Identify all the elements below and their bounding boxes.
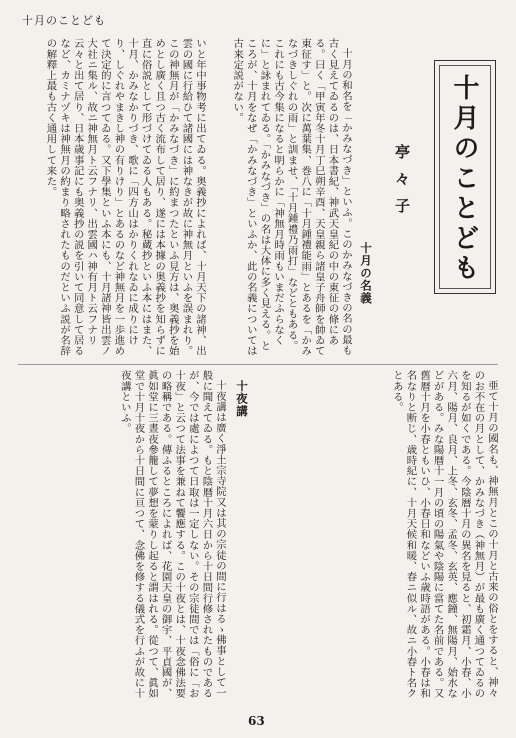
article-author: 亭々子 — [393, 144, 411, 225]
column-divider — [18, 364, 498, 365]
text-column-bottom-right — [260, 370, 498, 702]
text-column-top-right — [210, 38, 352, 360]
text-column-top-left — [18, 38, 206, 360]
section-heading-name: 十月の名義 — [359, 242, 373, 305]
paragraph: 十月の和名を「かみなづき」といふ。このかみなづきの名の最も古く見えてゐるのは、日本書紀、神武天皇紀の中の東征の條にある。曰く「甲寅年冬十月丁巳朔辛酉、天皇親ら諸皇子舟師を帥ゐて東征す」と。次に萬葉集、巻八に「十月鍾禮能雨」とあるを「かみなづきしぐれの雨」と訓ませ、「十月鍾禮乃雨打」などともある。これにも古今集になると明らかに「神無月時雨もいまだふらなくに」と詠まれてゐる。「かみなづき」の名は大体に多く見える。ところが、十月をなぜ「かみなづき」といふか、此の名義については古来定説がない。 — [231, 38, 352, 356]
paragraph: いと年中事物考に出てゐる。奥義抄によれば、十月天下の諸神、出雲の國に行給ひて諸國には神なきが故に神無月といふを誤まれり。この神無月が「かみなづき」に約まつたといふ見方は、奥義抄を始めとし廣く且つ古く流布して居り、遂には本據の奥義抄を知らずに直に俗説として形づけてゐる人もある。秘蔵抄といふ本にはまた、十月、かみなかりづき、歌に「四方山はかりくれなゐに成りにけり、しぐれやまきし神の有りけり」とあるのなど神無月を一歩進めて決定的に言つてゐる。又下學集といふ本にも、十月諸神皆出雲ノ大社ニ集ル、故ニ神無月ト云フナリ、出雲國ハ神有月ト云フナリ云々と出て居り、日本歳事記にも奥義抄の説を引いて同意して居るなど、カミナヅキは神無月の約まり略されたものだといふ説が名辞の解釋上最も古く通用して来た。 — [44, 38, 206, 356]
paragraph: 十夜講は廣く淨土宗寺院又は其の宗徒の間に行はるゝ佛事として一般に聞えてゐる。もと陰暦十月六日から十日間行修されたものであるが、今では處によつて日取は一定しない。その宗徒間では「俗に「お十夜」と云つて法事を兼ねて饗應する。この十夜とは、十夜念佛法要の略稱である。傳ふるところによれば、花園天皇の御宇、平貞國が、眞如堂に三晝夜參籠して夢想を蒙りし起ると謂はれる。從つて、眞如堂で十月十夜から十日間に亘つて、念佛を修する儀式を行ふが故に十夜講といふ。 — [118, 370, 226, 699]
page-number: 63 — [248, 714, 265, 728]
paragraph: 亜て十月の國名も、神無月とこの十月と古来の俗とをすると、神々のお不在の月として、かみなづき（神無月）が最も廣く通つてゐるのを知るが如くである。今陰暦十月の異名を見ると、初霜月、小春、小六月、陽月、良月、上冬、玄冬、孟冬、玄英、應鐘、無陽月、始水などがある。みな陽暦十一月の頃の陽氣や陰陽に當てた名前である。又舊暦十月を小春ともいひ、小春日和などいふ歳時語がある。小春は和名なりと断じ、歳時紀に、十月天候和暖、春ニ似ル、故ニ小春ト名クとある。 — [390, 370, 498, 699]
article-title: 十月のことども — [449, 74, 479, 284]
section-heading-toya: 十夜講 — [235, 380, 249, 418]
text-column-bottom-left — [18, 370, 226, 702]
running-head: 十月のことども — [22, 14, 106, 27]
